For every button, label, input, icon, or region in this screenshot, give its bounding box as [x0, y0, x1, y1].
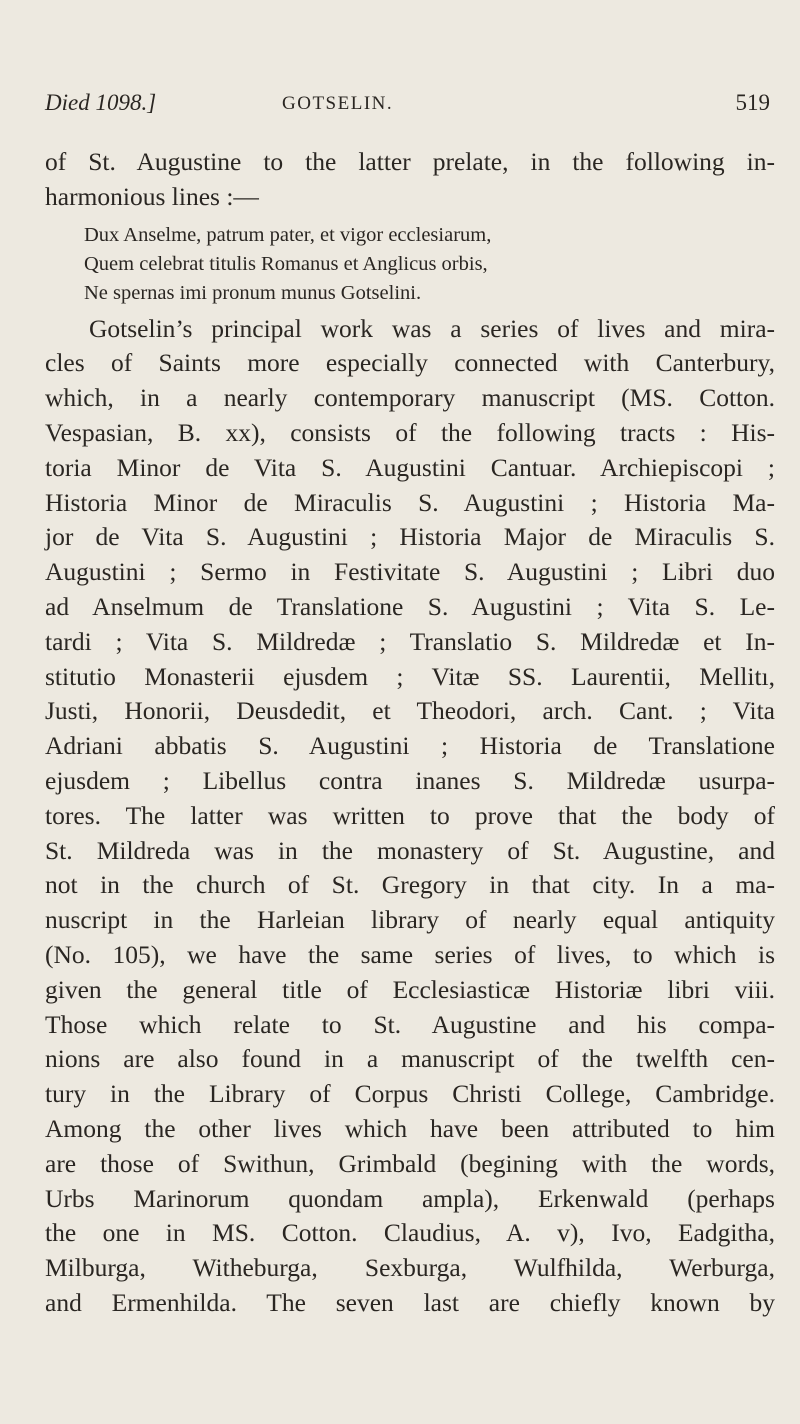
text-line: which, in a nearly contemporary manuscript (MS. Cotton. [45, 383, 775, 413]
text-line: (No. 105), we have the same series of lives, to which is [45, 939, 775, 969]
running-head-date: Died 1098.] [45, 90, 157, 115]
text-line: toria Minor de Vita S. Augustini Cantuar. Archiepiscopi ; [45, 452, 775, 482]
text-line: jor de Vita S. Augustini ; Historia Major de Miraculis S. [45, 522, 775, 552]
text-line: not in the church of St. Gregory in that city. In a ma- [45, 870, 775, 900]
paragraph [45, 312, 775, 1321]
verse-line: Quem celebrat titulis Romanus et Anglicus orbis, [84, 252, 488, 275]
text-line: Vespasian, B. xx), consists of the following tracts : His- [45, 417, 775, 447]
text-line: cles of Saints more especially connected with Canterbury, [45, 348, 775, 378]
text-line: given the general title of Ecclesiasticæ Historiæ libri viii. [45, 974, 775, 1004]
text-line: and Ermenhilda. The seven last are chiefly known by [45, 1287, 775, 1317]
text-line: Historia Minor de Miraculis S. Augustini ; Historia Ma- [45, 487, 775, 517]
text-line: Urbs Marinorum quondam ampla), Erkenwald (perhaps [45, 1183, 775, 1213]
text-line: of St. Augustine to the latter prelate, in the following in- [45, 147, 775, 176]
verse-line: Dux Anselme, patrum pater, et vigor ecclesiarum, [84, 223, 492, 246]
text-line: St. Mildreda was in the monastery of St. Augustine, and [45, 835, 775, 865]
text-line: stitutio Monasterii ejusdem ; Vitæ SS. Laurentii, Mellitı, [45, 661, 775, 691]
text-line: Those which relate to St. Augustine and his compa- [45, 1009, 775, 1039]
running-head [45, 90, 770, 124]
text-line: are those of Swithun, Grimbald (begining with the words, [45, 1148, 775, 1178]
text-line: Among the other lives which have been attributed to him [45, 1113, 775, 1143]
text-line: ad Anselmum de Translatione S. Augustini ; Vita S. Le- [45, 591, 775, 621]
body-text [45, 145, 775, 1321]
text-line: Milburga, Witheburga, Sexburga, Wulfhilda, Werburga, [45, 1253, 775, 1283]
text-line: ejusdem ; Libellus contra inanes S. Mildredæ usurpa- [45, 765, 775, 795]
text-line: tury in the Library of Corpus Christi College, Cambridge. [45, 1079, 775, 1109]
verse-quotation [45, 221, 775, 308]
text-line: Augustini ; Sermo in Festivitate S. Augustini ; Libri duo [45, 557, 775, 587]
verse-line: Ne spernas imi pronum munus Gotselini. [84, 281, 422, 304]
text-line: Gotselin’s principal work was a series of lives and mira- [89, 313, 775, 343]
text-line: tardi ; Vita S. Mildredæ ; Translatio S. Mildredæ et In- [45, 626, 775, 656]
text-line: Adriani abbatis S. Augustini ; Historia de Translatione [45, 731, 775, 761]
text-line: tores. The latter was written to prove that the body of [45, 800, 775, 830]
running-head-title: GOTSELIN. [282, 93, 394, 114]
text-line: nions are also found in a manuscript of the twelfth cen- [45, 1044, 775, 1074]
text-line: the one in MS. Cotton. Claudius, A. v), Ivo, Eadgitha, [45, 1218, 775, 1248]
page-number: 519 [735, 90, 770, 115]
text-line: nuscript in the Harleian library of nearly equal antiquity [45, 905, 775, 935]
text-line: Justi, Honorii, Deusdedit, et Theodori, arch. Cant. ; Vita [45, 696, 775, 726]
text-line: harmonious lines :— [45, 181, 259, 211]
